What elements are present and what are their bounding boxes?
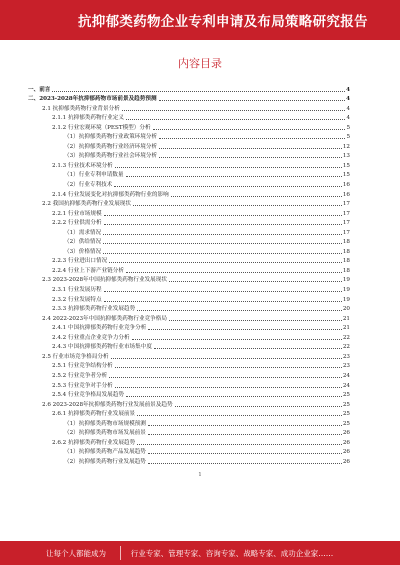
toc-entry[interactable] (28, 132, 350, 142)
toc-entry-title: 2.6.2 抗抑郁类药物行业发展趋势 (52, 439, 136, 446)
toc-entry-title: 2.5.4 行业竞争格局发展趋势 (52, 392, 124, 399)
toc-entry-page: 15 (342, 162, 350, 169)
toc-leader-dots (159, 157, 342, 158)
toc-entry-page: 16 (342, 191, 350, 198)
page-number: 1 (198, 472, 202, 478)
toc-entry-title: （1）行业专利申请数量 (64, 172, 124, 179)
toc-leader-dots (148, 453, 342, 454)
toc-entry-title: 2.3.1 行业发展历程 (52, 287, 102, 294)
toc-entry-title: （2）抗抑郁类药物行业经济环境分析 (64, 143, 158, 150)
toc-entry-title: （2）抗抑郁类药物市场发展前景 (64, 430, 146, 437)
toc-entry-page: 4 (346, 105, 350, 112)
toc-leader-dots (104, 215, 342, 216)
toc-leader-dots (171, 196, 342, 197)
toc-leader-dots (126, 176, 342, 177)
toc-entry-page: 23 (342, 363, 350, 370)
toc-entry-page: 15 (342, 172, 350, 179)
toc-entry[interactable] (28, 122, 350, 132)
toc-entry-page: 5 (346, 124, 350, 131)
toc-entry[interactable] (28, 151, 350, 161)
footer-divider (120, 546, 121, 560)
toc-entry-title: 2.3 2023-2028年中国抗抑郁类药物行业发展现状 (42, 277, 167, 284)
toc-entry-title: 2.5.3 行业竞争对手分析 (52, 382, 113, 389)
toc-leader-dots (148, 434, 342, 435)
toc-entry-page: 18 (342, 258, 350, 265)
toc-entry[interactable] (28, 208, 350, 218)
toc-entry-page: 4 (346, 86, 350, 93)
toc-leader-dots (126, 272, 342, 273)
toc-leader-dots (103, 234, 342, 235)
toc-entry-title: （2）行业专利技术 (64, 182, 113, 189)
toc-entry-title: 2.3.3 抗抑郁类药物行业发展趋势 (52, 306, 136, 313)
toc-entry[interactable] (28, 103, 350, 113)
toc-entry-page: 17 (342, 229, 350, 236)
toc-entry-page: 17 (342, 210, 350, 217)
toc-entry[interactable] (28, 332, 350, 342)
toc-entry-title: 二、2023-2028年抗抑郁药物市场前景及趋势预测 (28, 96, 157, 103)
toc-entry-page: 5 (346, 134, 350, 141)
toc-entry-title: 2.2 我国抗抑郁类药物行业发展现状 (42, 201, 131, 208)
toc-entry-title: 2.4.1 中国抗抑郁类药物行业竞争分析 (52, 325, 147, 332)
toc-leader-dots (111, 358, 342, 359)
toc-leader-dots (137, 415, 342, 416)
footer-slogan-right: 行业专家、管理专家、咨询专家、战略专家、成功企业家…… (130, 548, 334, 558)
toc-entry[interactable] (28, 313, 350, 323)
toc-entry-page: 19 (342, 296, 350, 303)
toc-entry[interactable] (28, 361, 350, 371)
toc-entry-title: （2）抗抑郁类药物行业发展趋势 (64, 458, 146, 465)
toc-entry-page: 16 (342, 182, 350, 189)
toc-leader-dots (159, 138, 345, 139)
toc-entry[interactable] (28, 370, 350, 380)
toc-entry[interactable] (28, 189, 350, 199)
toc-entry[interactable] (28, 94, 350, 104)
toc-entry-page: 26 (342, 449, 350, 456)
toc-entry-page: 13 (342, 153, 350, 160)
toc-entry-page: 4 (346, 96, 350, 103)
toc-entry-page: 25 (342, 401, 350, 408)
toc-entry-title: （1）抗抑郁类药物产品发展趋势 (64, 449, 146, 456)
toc-entry-page: 22 (342, 334, 350, 341)
toc-entry-page: 25 (342, 420, 350, 427)
toc-entry[interactable] (28, 294, 350, 304)
toc-entry-title: （3）抗抑郁类药物行业社会环境分析 (64, 153, 158, 160)
toc-entry[interactable] (28, 390, 350, 400)
toc-entry[interactable] (28, 323, 350, 333)
toc-entry-page: 18 (342, 267, 350, 274)
toc-leader-dots (104, 291, 342, 292)
toc-entry-title: （1）需求情况 (64, 229, 102, 236)
toc-entry[interactable] (28, 227, 350, 237)
toc-leader-dots (175, 406, 342, 407)
toc-entry-title: 2.4.3 中国抗抑郁类药物行业市场集中度 (52, 344, 152, 351)
toc-entry[interactable] (28, 304, 350, 314)
toc-entry-title: （3）价格情况 (64, 248, 102, 255)
toc-leader-dots (169, 281, 342, 282)
toc-leader-dots (126, 119, 345, 120)
toc-entry-title: 2.2.2 行业供需分析 (52, 220, 102, 227)
table-of-contents (28, 84, 350, 466)
toc-entry-title: 2.2.3 行业进出口情况 (52, 258, 108, 265)
toc-leader-dots (115, 167, 342, 168)
toc-leader-dots (52, 91, 345, 92)
toc-entry-page: 26 (342, 439, 350, 446)
toc-leader-dots (137, 444, 342, 445)
toc-leader-dots (169, 320, 342, 321)
toc-entry-page: 19 (342, 287, 350, 294)
toc-leader-dots (126, 396, 342, 397)
toc-entry[interactable] (28, 351, 350, 361)
toc-entry-title: 2.2.1 行业市场规模 (52, 210, 102, 217)
toc-entry-page: 20 (342, 306, 350, 313)
toc-entry-title: 2.1.4 行业发展变化对抗抑郁类药物行业的影响 (52, 191, 169, 198)
toc-entry[interactable] (28, 380, 350, 390)
toc-heading: 内容目录 (178, 57, 222, 70)
toc-entry-page: 24 (342, 382, 350, 389)
toc-entry[interactable] (28, 284, 350, 294)
toc-entry-title: 2.4.2 行业重点企业竞争力分析 (52, 334, 130, 341)
footer-slogan-left: 让每个人都能成为 (46, 548, 106, 558)
toc-entry[interactable] (28, 456, 350, 466)
toc-leader-dots (114, 186, 342, 187)
toc-leader-dots (104, 224, 342, 225)
toc-leader-dots (148, 425, 342, 426)
toc-leader-dots (109, 377, 342, 378)
toc-entry[interactable] (28, 113, 350, 123)
toc-entry-title: 2.5.1 行业竞争结构分析 (52, 363, 113, 370)
toc-entry[interactable] (28, 246, 350, 256)
toc-entry[interactable] (28, 160, 350, 170)
report-header (0, 0, 400, 40)
toc-entry-title: 2.2.4 行业上下游产业链分析 (52, 267, 124, 274)
toc-leader-dots (115, 387, 342, 388)
toc-entry-page: 21 (342, 315, 350, 322)
toc-entry[interactable] (28, 237, 350, 247)
toc-entry[interactable] (28, 428, 350, 438)
toc-leader-dots (159, 100, 346, 101)
toc-entry-title: 2.1 抗抑郁类药物行业背景分析 (42, 105, 120, 112)
toc-entry-page: 23 (342, 353, 350, 360)
toc-leader-dots (159, 148, 342, 149)
toc-entry[interactable] (28, 409, 350, 419)
toc-entry-title: 一、前言 (28, 86, 51, 93)
toc-entry[interactable] (28, 447, 350, 457)
toc-leader-dots (115, 367, 342, 368)
toc-entry-page: 26 (342, 458, 350, 465)
report-title: 抗抑郁类药物企业专利申请及布局策略研究报告 (78, 14, 368, 30)
toc-entry-page: 17 (342, 201, 350, 208)
toc-entry-page: 22 (342, 344, 350, 351)
toc-entry[interactable] (28, 418, 350, 428)
toc-entry-title: 2.3.2 行业发展特点 (52, 296, 102, 303)
toc-leader-dots (154, 348, 342, 349)
toc-leader-dots (153, 129, 346, 130)
toc-leader-dots (103, 253, 342, 254)
toc-entry-title: 2.5.2 行业竞争者分析 (52, 372, 108, 379)
toc-entry[interactable] (28, 265, 350, 275)
toc-entry-page: 18 (342, 248, 350, 255)
toc-entry[interactable] (28, 179, 350, 189)
toc-entry-page: 17 (342, 220, 350, 227)
report-footer (0, 541, 400, 565)
toc-entry[interactable] (28, 170, 350, 180)
toc-entry-title: 2.1.2 行业宏观环境（PEST模型）分析 (52, 124, 151, 131)
toc-leader-dots (109, 262, 342, 263)
toc-leader-dots (122, 110, 346, 111)
toc-entry[interactable] (28, 342, 350, 352)
toc-entry[interactable] (28, 84, 350, 94)
toc-entry-title: 2.4 2022-2023年中国抗抑郁类药物行业竞争格局 (42, 315, 167, 322)
toc-entry-page: 26 (342, 430, 350, 437)
toc-leader-dots (133, 205, 342, 206)
toc-entry-title: （2）供给情况 (64, 239, 102, 246)
toc-entry-title: 2.6.1 抗抑郁类药物行业发展前景 (52, 411, 136, 418)
toc-entry-title: 2.6 2023-2028年抗抑郁类药物行业发展前景及趋势 (42, 401, 173, 408)
toc-leader-dots (103, 243, 342, 244)
toc-entry-title: 2.1.3 行业技术环境分析 (52, 162, 113, 169)
toc-entry[interactable] (28, 199, 350, 209)
toc-leader-dots (148, 463, 342, 464)
toc-entry-page: 18 (342, 239, 350, 246)
toc-entry-page: 4 (346, 115, 350, 122)
toc-leader-dots (137, 310, 342, 311)
toc-entry[interactable] (28, 256, 350, 266)
toc-entry-page: 25 (342, 411, 350, 418)
toc-leader-dots (132, 339, 342, 340)
toc-entry-title: （1）抗抑郁类药物市场规模预测 (64, 420, 146, 427)
toc-entry-page: 21 (342, 325, 350, 332)
toc-entry[interactable] (28, 275, 350, 285)
toc-entry[interactable] (28, 141, 350, 151)
toc-entry-title: （1）抗抑郁类药物行业政策环境分析 (64, 134, 158, 141)
toc-entry-page: 25 (342, 392, 350, 399)
toc-entry-page: 24 (342, 372, 350, 379)
toc-entry-page: 19 (342, 277, 350, 284)
toc-entry-title: 2.5 行业市场竞争格局分析 (42, 353, 109, 360)
toc-entry-page: 12 (342, 143, 350, 150)
toc-entry[interactable] (28, 218, 350, 228)
toc-entry[interactable] (28, 399, 350, 409)
toc-leader-dots (148, 329, 342, 330)
toc-entry-title: 2.1.1 抗抑郁类药物行业定义 (52, 115, 124, 122)
toc-entry[interactable] (28, 437, 350, 447)
toc-leader-dots (104, 301, 342, 302)
